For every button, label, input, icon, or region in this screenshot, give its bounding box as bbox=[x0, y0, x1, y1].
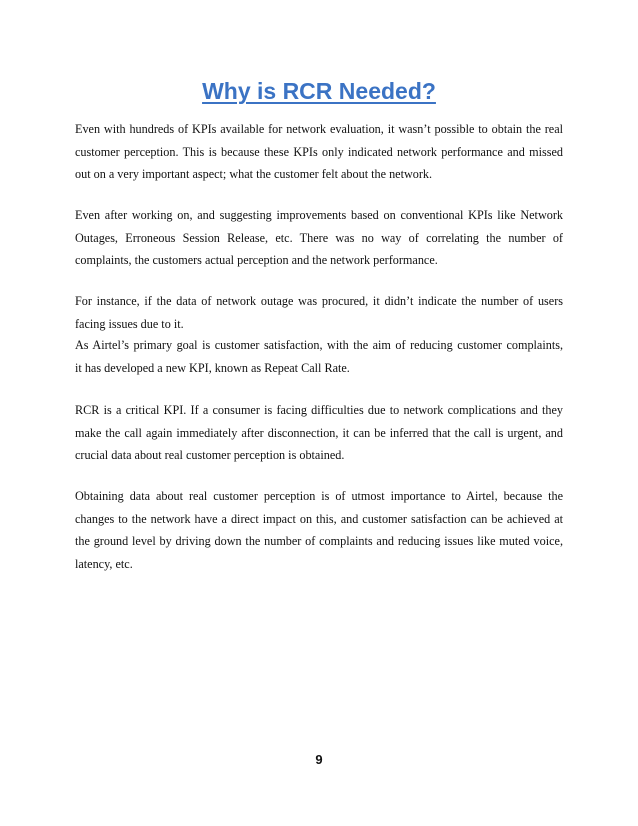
paragraph-line: As Airtel’s primary goal is customer satisfaction, with the aim of reducing customer complaints, bbox=[75, 338, 563, 352]
paragraph-line: crucial data about real customer perception is obtained. bbox=[75, 448, 345, 462]
page-number: 9 bbox=[315, 752, 323, 767]
paragraph-importance bbox=[75, 485, 563, 575]
paragraph-outage-example bbox=[75, 290, 563, 335]
paragraph-perception bbox=[75, 118, 563, 186]
paragraph-line: the ground level by driving down the number of complaints and reducing issues like muted voice, bbox=[75, 534, 563, 548]
paragraph-airtel-goal bbox=[75, 334, 563, 379]
paragraph-correlation bbox=[75, 204, 563, 272]
paragraph-line: Even after working on, and suggesting improvements based on conventional KPIs like Network bbox=[75, 208, 563, 222]
paragraph-line: changes to the network have a direct impact on this, and customer satisfaction can be achieved at bbox=[75, 511, 563, 526]
paragraph-line: customer perception. This is because these KPIs only indicated network performance and missed bbox=[75, 144, 563, 159]
paragraph-line: it has developed a new KPI, known as Repeat Call Rate. bbox=[75, 360, 350, 375]
paragraph-line: complaints, the customers actual perception and the network performance. bbox=[75, 253, 438, 267]
paragraph-line: Even with hundreds of KPIs available for network evaluation, it wasn’t possible to obtain the real bbox=[75, 122, 563, 136]
paragraph-line: Outages, Erroneous Session Release, etc. There was no way of correlating the number of bbox=[75, 230, 563, 245]
paragraph-line: latency, etc. bbox=[75, 556, 133, 571]
paragraph-line: out on a very important aspect; what the customer felt about the network. bbox=[75, 167, 433, 181]
paragraph-line: facing issues due to it. bbox=[75, 316, 184, 331]
paragraph-rcr-critical bbox=[75, 399, 563, 467]
paragraph-line: Obtaining data about real customer perception is of utmost importance to Airtel, because the bbox=[75, 489, 563, 503]
page-title: Why is RCR Needed? bbox=[202, 78, 436, 104]
paragraph-line: For instance, if the data of network outage was procured, it didn’t indicate the number of users bbox=[75, 294, 563, 308]
paragraph-line: RCR is a critical KPI. If a consumer is facing difficulties due to network complications and they bbox=[75, 403, 563, 417]
paragraph-line: make the call again immediately after disconnection, it can be inferred that the call is urgent, and bbox=[75, 425, 563, 440]
